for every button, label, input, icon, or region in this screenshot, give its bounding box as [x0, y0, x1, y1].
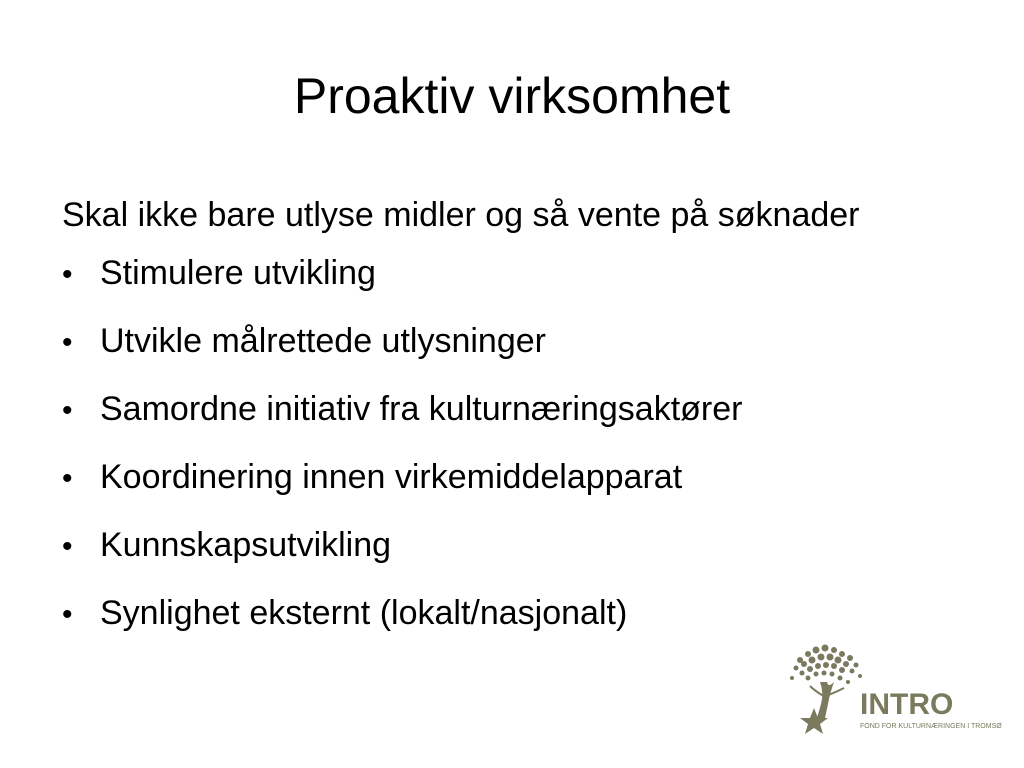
bullet-text: Utvikle målrettede utlysninger — [100, 322, 546, 360]
list-item — [62, 520, 962, 572]
bullet-dot: • — [62, 258, 73, 291]
intro-text: Skal ikke bare utlyse midler og så vente på søknader — [62, 196, 860, 234]
bullet-dot: • — [62, 530, 73, 563]
bullet-text: Koordinering innen virkemiddelapparat — [100, 458, 683, 496]
intro-logo — [780, 638, 1002, 738]
bullet-list — [62, 248, 962, 640]
slide-title: Proaktiv virksomhet — [293, 68, 731, 124]
bullet-text: Kunnskapsutvikling — [100, 526, 392, 564]
bullet-dot: • — [62, 326, 73, 359]
bullet-dot: • — [62, 394, 73, 427]
logo-name: INTRO — [860, 688, 954, 721]
list-item — [62, 588, 962, 640]
slide-body — [62, 190, 962, 656]
list-item — [62, 384, 962, 436]
bullet-text: Samordne initiativ fra kulturnæringsaktører — [100, 390, 743, 428]
logo-tagline: FOND FOR KULTURNÆRINGEN I TROMSØ — [860, 723, 1002, 730]
list-item — [62, 248, 962, 300]
list-item — [62, 316, 962, 368]
tree-icon — [790, 645, 862, 719]
bullet-text: Synlighet eksternt (lokalt/nasjonalt) — [100, 594, 628, 632]
bullet-dot: • — [62, 598, 73, 631]
list-item — [62, 452, 962, 504]
bullet-text: Stimulere utvikling — [100, 254, 376, 292]
bullet-dot: • — [62, 462, 73, 495]
